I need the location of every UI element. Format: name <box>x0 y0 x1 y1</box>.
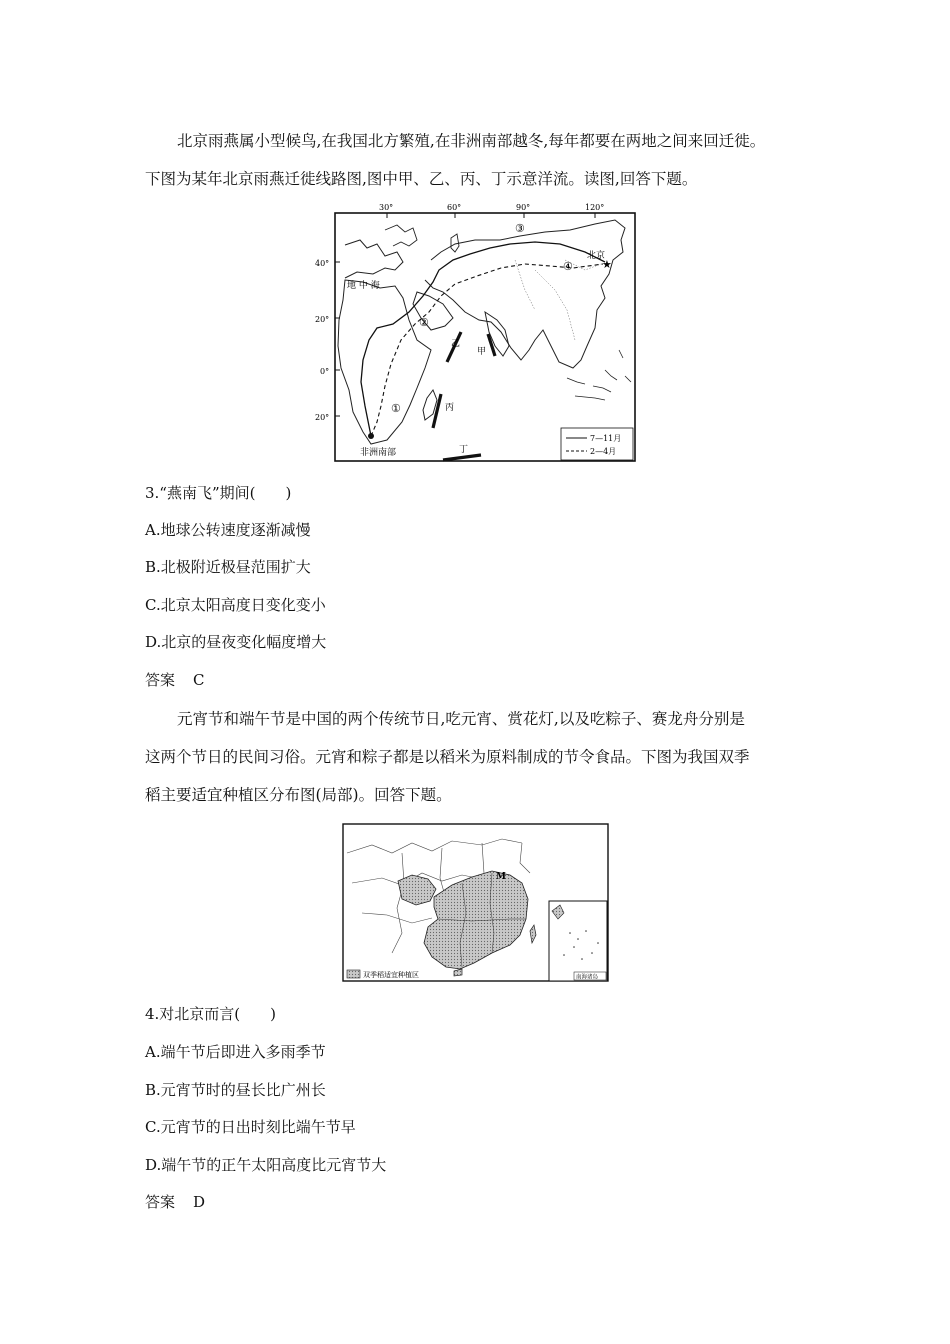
label-mediterranean: 地 中 海 <box>347 281 380 291</box>
lon-label-120: 120° <box>585 203 605 212</box>
migration-map <box>305 200 640 465</box>
passage-2-line-3: 稻主要适宜种植区分布图(局部)。回答下题。 <box>145 786 452 804</box>
rice-legend-label: 双季稻适宜种植区 <box>363 971 419 979</box>
label-south-africa: 非洲南部 <box>360 448 397 458</box>
inset-label: 南海诸岛 <box>576 974 599 981</box>
q4-stem: 4.对北京而言( ) <box>145 1005 277 1023</box>
south-africa-point <box>368 433 374 439</box>
route-marker-2: ② <box>419 316 429 329</box>
legend-solid-label: 7—11月 <box>590 434 622 443</box>
q4-option-d: D.端午节的正午太阳高度比元宵节大 <box>145 1156 387 1174</box>
lat-label-0: 0° <box>320 367 330 376</box>
current-label-yi: 乙 <box>451 339 461 349</box>
q4-option-c: C.元宵节的日出时刻比端午节早 <box>145 1118 356 1136</box>
q4-answer-value: D <box>193 1193 206 1211</box>
label-beijing: 北京 <box>587 251 606 261</box>
rice-map <box>342 823 610 983</box>
lon-label-60: 60° <box>447 203 462 212</box>
lon-label-90: 90° <box>516 203 531 212</box>
lat-label-20n: 20° <box>315 315 330 324</box>
q3-answer-value: C <box>193 671 205 689</box>
current-label-jia: 甲 <box>477 347 487 357</box>
legend-swatch <box>347 970 360 978</box>
passage-1-line-2: 下图为某年北京雨燕迁徙线路图,图中甲、乙、丙、丁示意洋流。读图,回答下题。 <box>145 170 698 188</box>
passage-2 <box>145 700 815 814</box>
current-label-ding: 丁 <box>459 445 469 455</box>
passage-1-line-1: 北京雨燕属小型候鸟,在我国北方繁殖,在非洲南部越冬,每年都要在两地之间来回迁徙。 <box>177 132 766 150</box>
beijing-star-icon: ★ <box>602 258 612 271</box>
passage-2-line-1: 元宵节和端午节是中国的两个传统节日,吃元宵、赏花灯,以及吃粽子、赛龙舟分别是 <box>177 710 745 728</box>
q3-option-a: A.地球公转速度逐渐减慢 <box>145 521 311 539</box>
marker-m: M <box>496 872 506 882</box>
migration-map-figure <box>305 200 640 469</box>
rice-map-figure <box>342 823 610 987</box>
route-marker-3: ③ <box>515 222 525 235</box>
q3-answer-label: 答案 <box>145 671 176 689</box>
route-marker-4: ④ <box>563 260 573 273</box>
lat-label-20s: 20° <box>315 413 330 422</box>
lat-label-40n: 40° <box>315 259 330 268</box>
q4-option-a: A.端午节后即进入多雨季节 <box>145 1043 326 1061</box>
q3-option-b: B.北极附近极昼范围扩大 <box>145 558 311 576</box>
q3-answer <box>145 670 205 690</box>
q3-option-d: D.北京的昼夜变化幅度增大 <box>145 633 327 651</box>
q4-option-b: B.元宵节时的昼长比广州长 <box>145 1081 326 1099</box>
q4-answer-label: 答案 <box>145 1193 176 1211</box>
passage-1 <box>145 122 815 198</box>
legend-dashed-label: 2—4月 <box>590 447 617 456</box>
lon-label-30: 30° <box>379 203 394 212</box>
passage-2-line-2: 这两个节日的民间习俗。元宵和粽子都是以稻米为原料制成的节令食品。下图为我国双季 <box>145 748 750 766</box>
q3-stem: 3.“燕南飞”期间( ) <box>145 484 292 502</box>
q4-answer <box>145 1192 205 1212</box>
route-marker-1: ① <box>391 402 401 415</box>
current-label-bing: 丙 <box>445 403 455 413</box>
q3-option-c: C.北京太阳高度日变化变小 <box>145 596 326 614</box>
